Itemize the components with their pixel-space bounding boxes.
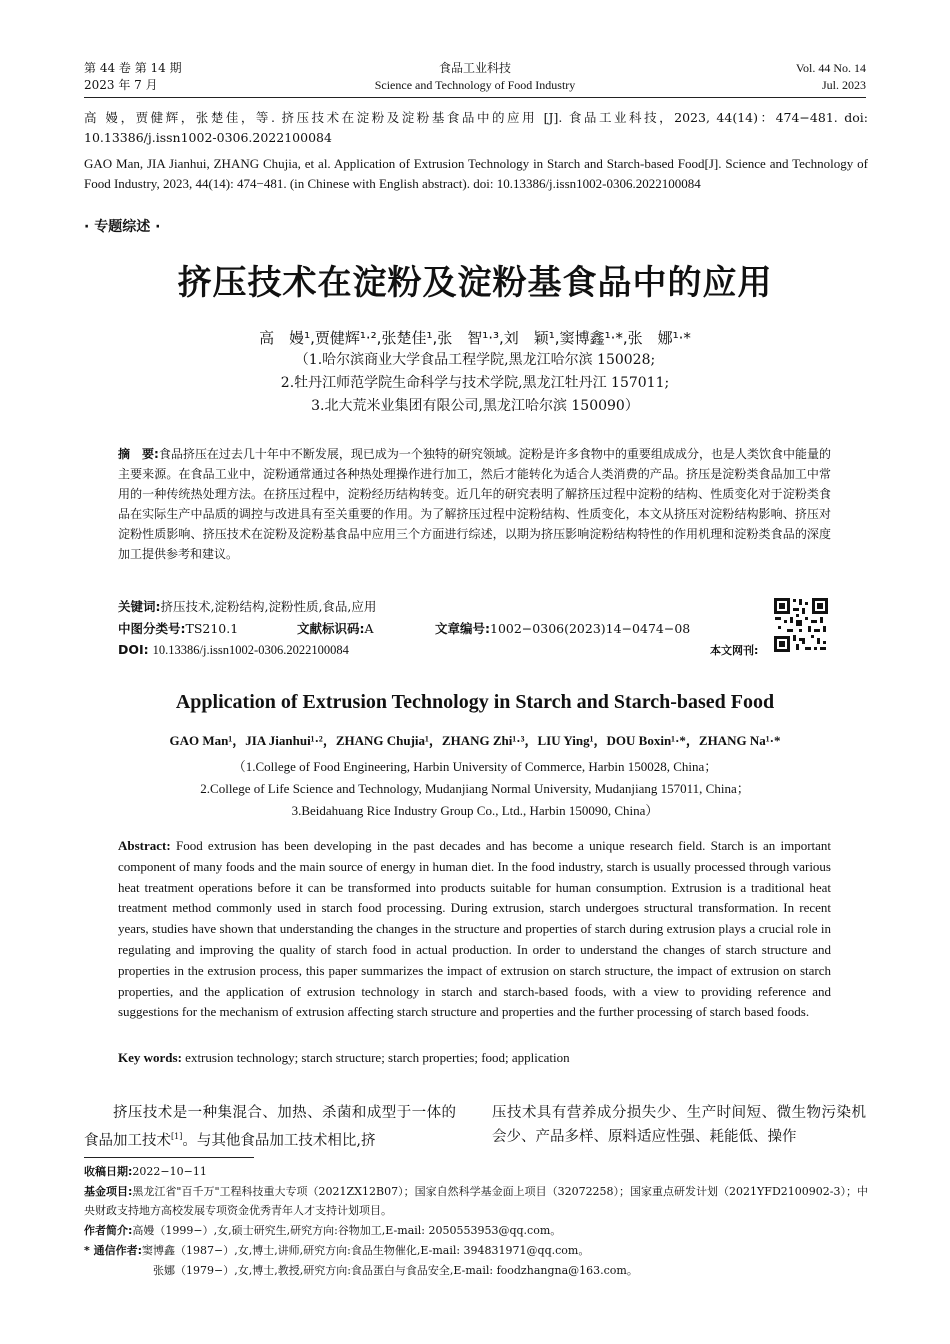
- author-bio-text: 高嫚（1999−）,女,硕士研究生,研究方向:谷物加工,E-mail: 2050553953@qq.com。: [132, 1224, 562, 1237]
- keywords-cn-text: 挤压技术,淀粉结构,淀粉性质,食品,应用: [160, 599, 377, 614]
- body-column-right: 压技术具有营养成分损失少、生产时间短、微生物污染机会少、产品多样、原料适应性强、耗能低、操作: [492, 1105, 866, 1145]
- reference-1[interactable]: [1]: [171, 1132, 183, 1141]
- abstract-en: [118, 836, 831, 1023]
- received-label: 收稿日期:: [84, 1165, 133, 1178]
- footnote-rule: [84, 1157, 254, 1158]
- journal-name-en: Science and Technology of Food Industry: [374, 78, 576, 92]
- footnote-fund: [84, 1182, 874, 1220]
- doc-code-text: A: [364, 621, 374, 636]
- clc-label: 中图分类号:: [118, 621, 186, 636]
- fund-label: 基金项目:: [84, 1185, 133, 1198]
- date-cn: 2023 年 7 月: [84, 78, 158, 92]
- header-rule: [84, 97, 866, 98]
- section-label: · 专题综述 ·: [84, 219, 161, 235]
- footnote-received: [84, 1162, 874, 1181]
- author-bio-label: 作者简介:: [84, 1224, 133, 1237]
- footnote-corresponding-2: 张娜（1979−）,女,博士,教授,研究方向:食品蛋白与食品安全,E-mail: foodzhangna@163.com。: [153, 1264, 638, 1277]
- keywords-en-text: extrusion technology; starch structure; starch properties; food; application: [185, 1050, 570, 1065]
- keywords-en: [118, 1048, 831, 1069]
- qr-label: 本文网刊:: [710, 644, 759, 657]
- doi-label: DOI:: [118, 642, 149, 657]
- footnote-corresponding: [84, 1241, 874, 1260]
- affiliation-en-1: （1.College of Food Engineering, Harbin University of Commerce, Harbin 150028, China；: [232, 759, 718, 774]
- abstract-cn: [118, 444, 831, 564]
- volume-en: Vol. 44 No. 14: [795, 61, 866, 75]
- abstract-en-text: Food extrusion has been developing in the past decades and has become a unique research field. Starch is an important component of many foods and the main source of energy in human diet. In the food industry, starch is usually processed through various heat treatment operations before it can be transformed into products suitable for human consumption. Extrusion is a traditional heat treatment method commonly used in starch food processing. During extrusion, starch undergoes structural transformation. In recent years, studies have shown that understanding the changes in the structure and properties of starch during extrusion plays a crucial role in regulating and improving the quality of starch food in actual production. In order to understand the changes of starch structure and properties in the extrusion process, this paper summarizes the impact of extrusion on starch structure, the impact of extrusion on starch properties, and the application of extrusion technology in starch and starch-based foods, with a view to providing reference and suggestions for the mechanism of extrusion affecting starch structure and properties and the further processing of starch based foods.: [118, 838, 832, 1020]
- received-text: 2022−10−11: [132, 1165, 207, 1178]
- abstract-en-label: Abstract:: [118, 838, 171, 853]
- citation-en: GAO Man, JIA Jianhui, ZHANG Chujia, et al. Application of Extrusion Technology in Starch and Starch-based Food[J]. Science and Technology of Food Industry, 2023, 44(14): 474−481. (in Chinese with English abstract). doi: 10.13386/j.issn1002-0306.2022100084: [84, 156, 868, 191]
- affiliation-cn-3: 3.北大荒米业集团有限公司,黑龙江哈尔滨 150090）: [311, 398, 639, 414]
- date-en: Jul. 2023: [821, 78, 866, 92]
- volume-cn: 第 44 卷 第 14 期: [84, 61, 182, 75]
- footnote-author: [84, 1221, 874, 1240]
- qr-code[interactable]: [772, 596, 830, 654]
- volume-issue-en: [796, 60, 866, 94]
- abstract-cn-text: 食品挤压在过去几十年中不断发展，现已成为一个独特的研究领域。淀粉是许多食物中的重要组成成分，也是人类饮食中能量的主要来源。在食品工业中，淀粉通常通过各种热处理操作进行加工，然后才能转化为适合人类消费的产品。挤压是淀粉类食品加工中常用的一种传统热处理方法。在挤压过程中，淀粉经历结构转变。近几年的研究表明了解挤压过程中淀粉的结构、性质变化对于淀粉类食品在实际生产中品质的调控与改进具有至关重要的作用。为了解挤压过程中淀粉结构、性质变化，本文从挤压对淀粉结构影响、挤压对淀粉性质影响、挤压技术在淀粉及淀粉基食品中应用三个方面进行综述，以期为挤压影响淀粉结构特性的作用机理和淀粉类食品的深度加工提供参考和建议。: [118, 447, 831, 561]
- article-number-text: 1002−0306(2023)14−0474−08: [490, 621, 691, 636]
- clc: [118, 619, 238, 638]
- page-title: 挤压技术在淀粉及淀粉基食品中的应用: [177, 263, 773, 303]
- affiliations-en: [0, 756, 950, 822]
- authors-en: GAO Man¹，JIA Jianhui¹·²，ZHANG Chujia¹，ZHANG Zhi¹·³，LIU Ying¹，DOU Boxin¹·*，ZHANG Na¹·*: [169, 733, 781, 748]
- affiliation-en-3: 3.Beidahuang Rice Industry Group Co., Ltd., Harbin 150090, China）: [291, 803, 659, 818]
- citation-cn: 高 嫚，贾健辉，张楚佳，等. 挤压技术在淀粉及淀粉基食品中的应用 [J]. 食品工业科技，2023, 44(14)：474−481. doi: 10.13386/j.issn1002-0306.2022100084: [84, 110, 868, 145]
- affiliation-en-2: 2.College of Life Science and Technology, Mudanjiang Normal University, Mudanjiang 157011, China；: [200, 781, 750, 796]
- article-number-label: 文章编号:: [435, 621, 490, 636]
- corresponding-label: * 通信作者:: [84, 1244, 142, 1257]
- doc-code-label: 文献标识码:: [297, 621, 365, 636]
- body-left-text: 挤压技术是一种集混合、加热、杀菌和成型于一体的食品加工技术: [84, 1105, 456, 1149]
- keywords-cn: [118, 597, 376, 616]
- corresponding-text: 窦博鑫（1987−）,女,博士,讲师,研究方向:食品生物催化,E-mail: 394831971@qq.com。: [141, 1244, 590, 1257]
- clc-text: TS210.1: [185, 621, 239, 636]
- fund-text: 黑龙江省"百千万"工程科技重大专项（2021ZX12B07）；国家自然科学基金面上项目（32072258）；国家重点研发计划（2021YFD2100902-3）；中央财政支持地方高校发展专项资金优秀青年人才支持计划项目。: [84, 1185, 868, 1217]
- affiliation-cn-2: 2.牡丹江师范学院生命科学与技术学院,黑龙江牡丹江 157011;: [280, 375, 670, 391]
- doi-text[interactable]: 10.13386/j.issn1002-0306.2022100084: [152, 643, 349, 657]
- affiliation-cn-1: （1.哈尔滨商业大学食品工程学院,黑龙江哈尔滨 150028;: [294, 352, 656, 368]
- doi: [118, 640, 349, 660]
- doc-code: [297, 619, 374, 638]
- affiliations-cn: [0, 349, 950, 418]
- body-column-left: [84, 1101, 456, 1153]
- authors-cn: 高 嫚¹,贾健辉¹·²,张楚佳¹,张 智¹·³,刘 颖¹,窦博鑫¹·*,张 娜¹·*: [259, 329, 691, 347]
- body-left-text-cont: 。与其他食品加工技术相比,挤: [182, 1132, 376, 1149]
- article-number: [435, 619, 690, 638]
- keywords-en-label: Key words:: [118, 1050, 182, 1065]
- abstract-cn-label: 摘 要:: [118, 447, 159, 461]
- title-en: Application of Extrusion Technology in Starch and Starch-based Food: [175, 691, 775, 713]
- keywords-cn-label: 关键词:: [118, 599, 161, 614]
- journal-name-cn: 食品工业科技: [438, 61, 511, 75]
